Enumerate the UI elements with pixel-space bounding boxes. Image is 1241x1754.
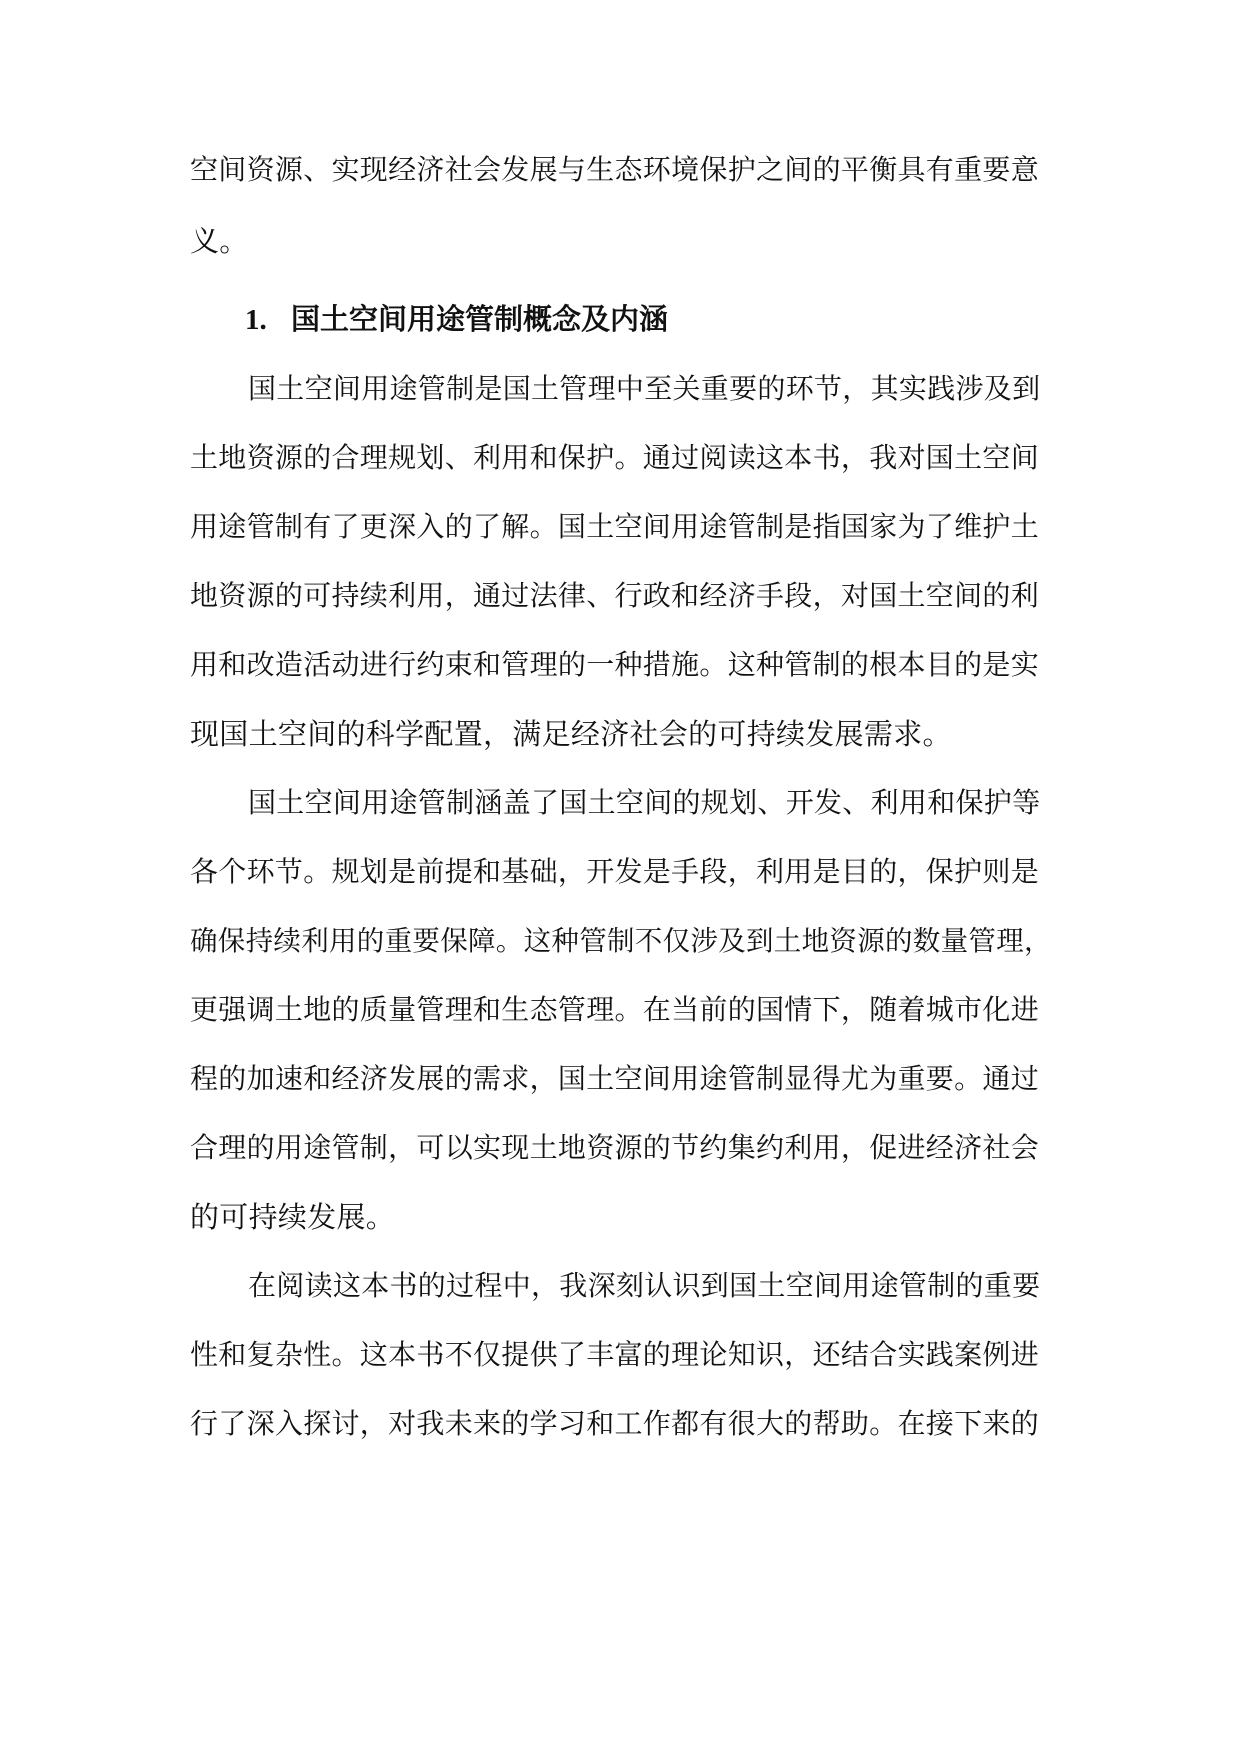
section-number: 1.	[245, 304, 267, 336]
section-heading	[245, 302, 668, 337]
text-line: 各个环节。规划是前提和基础，开发是手段，利用是目的，保护则是	[190, 855, 1040, 888]
text-line: 的可持续发展。	[190, 1200, 396, 1234]
text-line: 程的加速和经济发展的需求，国土空间用途管制显得尤为重要。通过	[190, 1062, 1040, 1095]
text-line: 现国土空间的科学配置，满足经济社会的可持续发展需求。	[190, 717, 952, 751]
text-line: 国土空间用途管制涵盖了国土空间的规划、开发、利用和保护等	[248, 786, 1041, 819]
text-line: 用途管制有了更深入的了解。国土空间用途管制是指国家为了维护土	[190, 510, 1040, 543]
text-line: 土地资源的合理规划、利用和保护。通过阅读这本书，我对国土空间	[190, 441, 1040, 474]
text-line: 地资源的可持续利用，通过法律、行政和经济手段，对国土空间的利	[190, 579, 1040, 612]
text-line: 确保持续利用的重要保障。这种管制不仅涉及到土地资源的数量管理，	[190, 925, 1052, 957]
text-line: 空间资源、实现经济社会发展与生态环境保护之间的平衡具有重要意	[190, 153, 1040, 186]
text-line: 义。	[190, 224, 249, 258]
text-line: 合理的用途管制，可以实现土地资源的节约集约利用，促进经济社会	[190, 1131, 1040, 1164]
text-line: 行了深入探讨，对我未来的学习和工作都有很大的帮助。在接下来的	[190, 1407, 1040, 1440]
text-line: 用和改造活动进行约束和管理的一种措施。这种管制的根本目的是实	[190, 648, 1040, 681]
text-line: 在阅读这本书的过程中，我深刻认识到国土空间用途管制的重要	[248, 1269, 1041, 1302]
text-line: 国土空间用途管制是国土管理中至关重要的环节，其实践涉及到	[248, 372, 1041, 405]
text-line: 性和复杂性。这本书不仅提供了丰富的理论知识，还结合实践案例进	[190, 1338, 1040, 1371]
section-title: 国土空间用途管制概念及内涵	[291, 302, 669, 336]
text-line: 更强调土地的质量管理和生态管理。在当前的国情下，随着城市化进	[190, 993, 1040, 1026]
